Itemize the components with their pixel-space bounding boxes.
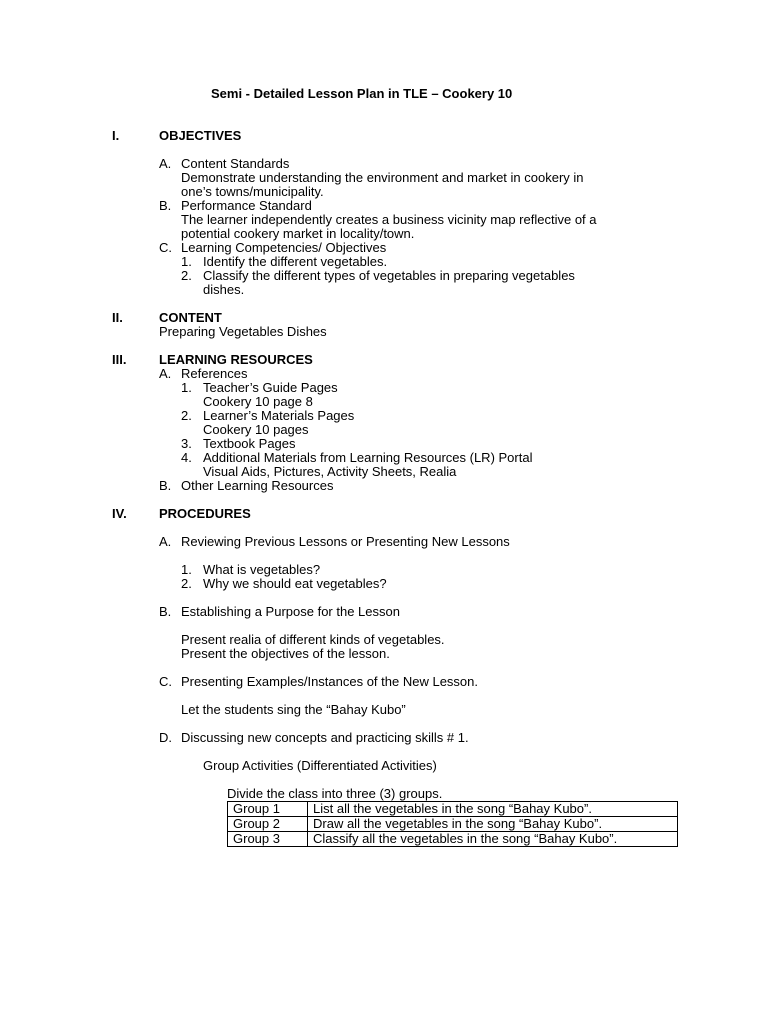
- list-label: A.: [159, 534, 172, 549]
- list-label: A.: [159, 156, 172, 171]
- group-task: Classify all the vegetables in the song “Bahay Kubo”.: [308, 832, 678, 847]
- group-name: Group 1: [228, 802, 308, 817]
- document-title: Semi - Detailed Lesson Plan in TLE – Cookery 10: [211, 86, 513, 101]
- list-label: C.: [159, 240, 172, 255]
- section-numeral-procedures: IV.: [112, 506, 127, 521]
- procedure-a-label: Reviewing Previous Lessons or Presenting New Lessons: [181, 534, 510, 549]
- list-label: B.: [159, 604, 172, 619]
- group-task: List all the vegetables in the song “Bahay Kubo”.: [308, 802, 678, 817]
- group-task: Draw all the vegetables in the song “Bahay Kubo”.: [308, 817, 678, 832]
- procedure-c-label: Presenting Examples/Instances of the New Lesson.: [181, 674, 478, 689]
- group-name: Group 2: [228, 817, 308, 832]
- reference-sub: Visual Aids, Pictures, Activity Sheets, Realia: [203, 464, 457, 479]
- list-number: 2.: [181, 408, 192, 423]
- content-text: Preparing Vegetables Dishes: [159, 324, 327, 339]
- review-question: What is vegetables?: [203, 562, 321, 577]
- list-label: D.: [159, 730, 172, 745]
- list-label: C.: [159, 674, 172, 689]
- list-label: B.: [159, 198, 172, 213]
- section-heading-objectives: OBJECTIVES: [159, 128, 242, 143]
- procedure-c-text: Let the students sing the “Bahay Kubo”: [181, 702, 406, 717]
- reference-item: Learner’s Materials Pages: [203, 408, 355, 423]
- section-heading-resources: LEARNING RESOURCES: [159, 352, 313, 367]
- table-row: [228, 832, 678, 847]
- list-number: 1.: [181, 254, 192, 269]
- reference-item: Teacher’s Guide Pages: [203, 380, 338, 395]
- objective-item-cont: dishes.: [203, 282, 245, 297]
- group-name: Group 3: [228, 832, 308, 847]
- group-activities-text: Group Activities (Differentiated Activities): [203, 758, 437, 773]
- objective-item: Identify the different vegetables.: [203, 254, 388, 269]
- list-label: A.: [159, 366, 172, 381]
- performance-standard-text-2: potential cookery market in locality/town.: [181, 226, 415, 241]
- objective-item: Classify the different types of vegetables in preparing vegetables: [203, 268, 575, 283]
- table-row: [228, 802, 678, 817]
- review-question: Why we should eat vegetables?: [203, 576, 387, 591]
- section-heading-procedures: PROCEDURES: [159, 506, 251, 521]
- references-label: References: [181, 366, 248, 381]
- content-standards-text: Demonstrate understanding the environment and market in cookery in: [181, 170, 584, 185]
- list-number: 2.: [181, 268, 192, 283]
- procedure-b-label: Establishing a Purpose for the Lesson: [181, 604, 400, 619]
- list-number: 3.: [181, 436, 192, 451]
- other-resources-label: Other Learning Resources: [181, 478, 334, 493]
- section-heading-content: CONTENT: [159, 310, 222, 325]
- group-activities-table: [227, 801, 678, 847]
- reference-sub: Cookery 10 pages: [203, 422, 309, 437]
- performance-standard-text: The learner independently creates a business vicinity map reflective of a: [181, 212, 597, 227]
- list-number: 1.: [181, 380, 192, 395]
- procedure-b-text: Present realia of different kinds of vegetables.: [181, 632, 445, 647]
- list-label: B.: [159, 478, 172, 493]
- section-numeral-objectives: I.: [112, 128, 120, 143]
- procedure-d-label: Discussing new concepts and practicing skills # 1.: [181, 730, 469, 745]
- section-numeral-resources: III.: [112, 352, 127, 367]
- content-standards-label: Content Standards: [181, 156, 290, 171]
- reference-sub: Cookery 10 page 8: [203, 394, 313, 409]
- list-number: 2.: [181, 576, 192, 591]
- reference-item: Additional Materials from Learning Resources (LR) Portal: [203, 450, 533, 465]
- content-standards-text-2: one’s towns/municipality.: [181, 184, 324, 199]
- learning-competencies-label: Learning Competencies/ Objectives: [181, 240, 387, 255]
- performance-standard-label: Performance Standard: [181, 198, 312, 213]
- procedure-b-text-2: Present the objectives of the lesson.: [181, 646, 390, 661]
- list-number: 1.: [181, 562, 192, 577]
- divide-class-text: Divide the class into three (3) groups.: [227, 786, 443, 801]
- table-row: [228, 817, 678, 832]
- section-numeral-content: II.: [112, 310, 123, 325]
- reference-item: Textbook Pages: [203, 436, 296, 451]
- list-number: 4.: [181, 450, 192, 465]
